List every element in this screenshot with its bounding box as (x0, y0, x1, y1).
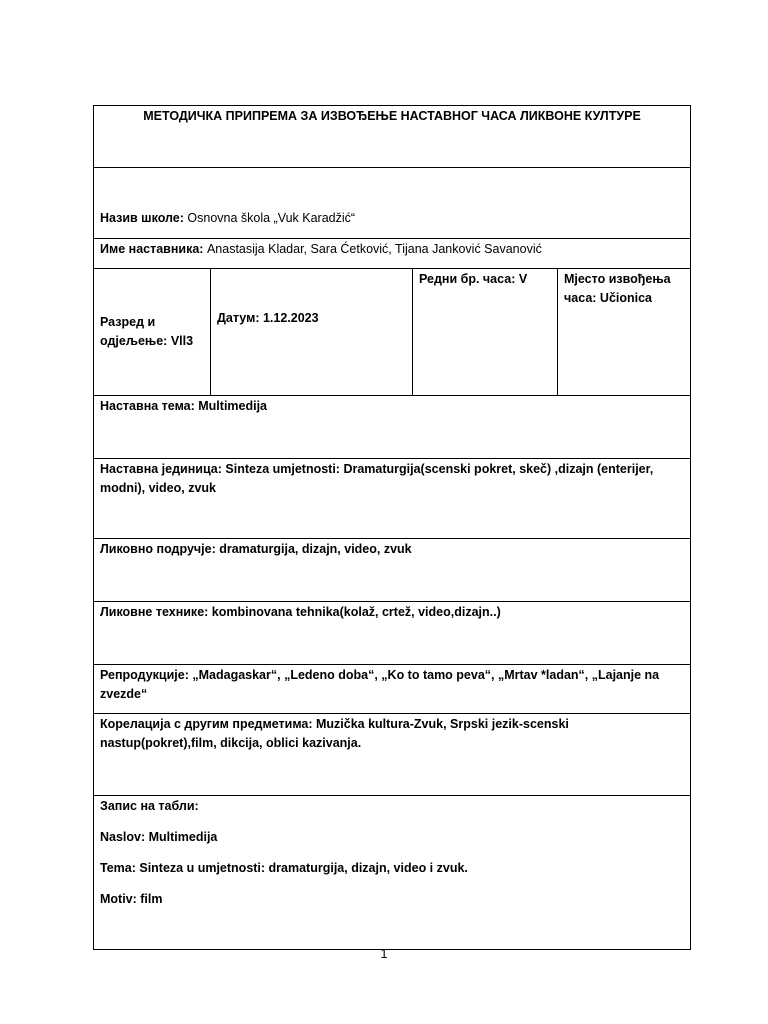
unit-value: Sinteza umjetnosti: Dramaturgija(scenski pokret, skeč) ,dizajn (enterijer, modni), video, zvuk (100, 462, 654, 495)
lesson-number-label: Редни бр. часа: (419, 272, 516, 286)
art-area-label: Ликовно подручје: (100, 542, 216, 556)
school-label: Назив школе: (100, 211, 184, 225)
teacher-value: Anastasija Kladar, Sara Ćetković, Tijana Janković Savanović (203, 242, 542, 256)
unit-row (94, 459, 691, 539)
teacher-label: Име наставника: (100, 242, 204, 256)
board-label: Запис на табли: (100, 799, 199, 813)
unit-label: Наставна јединица: (100, 462, 222, 476)
place-label-line2: часа: (564, 291, 597, 305)
grade-label-line2-wrap (100, 332, 204, 351)
lesson-plan-table (93, 105, 691, 950)
place-cell (558, 269, 691, 396)
art-area-value: dramaturgija, dizajn, video, zvuk (215, 542, 412, 556)
art-area-row (94, 539, 691, 602)
topic-cell (94, 396, 691, 459)
art-techniques-cell (94, 602, 691, 665)
reproductions-row (94, 665, 691, 714)
reproductions-cell (94, 665, 691, 714)
school-cell (94, 168, 691, 239)
page-number: 1 (380, 947, 388, 961)
lesson-number-value: V (515, 272, 528, 286)
board-heading: Naslov: Multimedija (100, 830, 218, 844)
school-row (94, 168, 691, 239)
board-theme: Tema: Sinteza u umjetnosti: dramaturgija, dizajn, video i zvuk. (100, 861, 468, 875)
teacher-row (94, 239, 691, 269)
art-techniques-value: kombinovana tehnika(kolaž, crtež, video,dizajn..) (208, 605, 501, 619)
correlation-label: Корелација с другим предметима: (100, 717, 313, 731)
date-value: 1.12.2023 (259, 311, 319, 325)
place-value: Učionica (596, 291, 653, 305)
grade-cell (94, 269, 211, 396)
topic-label: Наставна тема: (100, 399, 195, 413)
place-label-line2-wrap (564, 289, 684, 308)
art-techniques-row (94, 602, 691, 665)
date-label: Датум: (217, 311, 260, 325)
board-motif: Motiv: film (100, 892, 163, 906)
correlation-cell (94, 714, 691, 796)
art-area-cell (94, 539, 691, 602)
document-title: МЕТОДИЧКА ПРИПРЕМА ЗА ИЗВОЂЕЊЕ НАСТАВНОГ ЧАСА ЛИКВОНЕ КУЛТУРЕ (94, 106, 691, 168)
lesson-number-cell (413, 269, 558, 396)
topic-value: Multimedija (194, 399, 268, 413)
teacher-cell (94, 239, 691, 269)
reproductions-value: „Madagaskar“, „Ledeno doba“, „Ko to tamo peva“, „Mrtav *ladan“, „Lajanje na zvezde“ (100, 668, 660, 701)
board-notes-row (94, 796, 691, 950)
reproductions-label: Репродукције: (100, 668, 189, 682)
grade-label-line1: Разред и (100, 314, 156, 329)
board-notes-cell (94, 796, 691, 950)
school-value: Osnovna škola „Vuk Karadžić“ (183, 211, 356, 225)
date-cell (211, 269, 413, 396)
correlation-row (94, 714, 691, 796)
title-row (94, 106, 691, 168)
art-techniques-label: Ликовне технике: (100, 605, 209, 619)
topic-row (94, 396, 691, 459)
class-info-row (94, 269, 691, 396)
place-label-line1: Мјесто извођења (564, 272, 671, 286)
correlation-value: Muzička kultura-Zvuk, Srpski jezik-scenski nastup(pokret),film, dikcija, oblici kazivanja. (100, 717, 569, 750)
grade-label-line2: одјељење: (100, 333, 168, 348)
unit-cell (94, 459, 691, 539)
grade-value: Vll3 (167, 333, 194, 348)
